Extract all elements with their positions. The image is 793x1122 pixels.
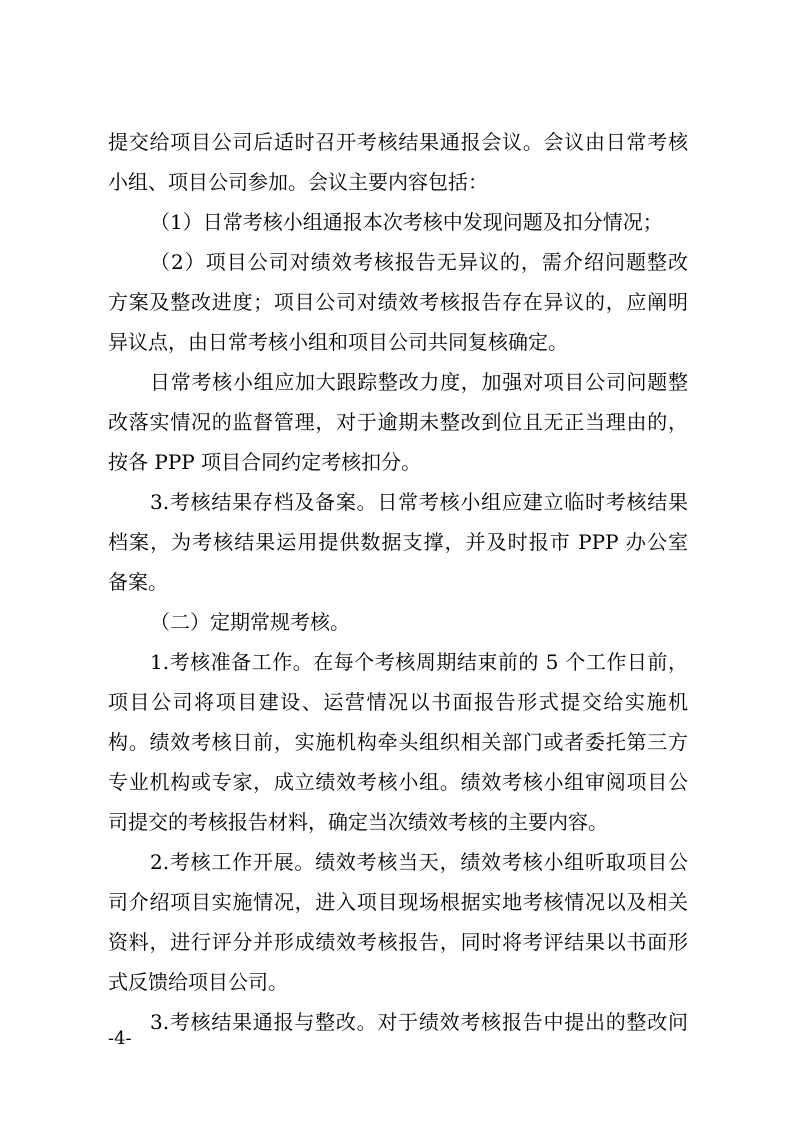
text-line-10: 3.考核结果存档及备案。日常考核小组应建立临时考核结果 [150,490,688,514]
text-line-15: 项目公司将项目建设、运营情况以书面报告形式提交给实施机 [108,690,688,714]
text-line-9: 按各 PPP 项目合同约定考核扣分。 [108,450,422,474]
text-line-4: （2）项目公司对绩效考核报告无异议的，需介绍问题整改 [150,250,688,274]
text-line-11: 档案，为考核结果运用提供数据支撑，并及时报市 PPP 办公室 [108,530,688,554]
text-line-8: 改落实情况的监督管理，对于逾期未整改到位且无正当理由的， [108,410,688,434]
text-line-1: 提交给项目公司后适时召开考核结果通报会议。会议由日常考核 [108,130,688,154]
section-heading: （二）定期常规考核。 [150,610,350,634]
text-line-3: （1）日常考核小组通报本次考核中发现问题及扣分情况； [150,210,663,234]
text-line-18: 司提交的考核报告材料，确定当次绩效考核的主要内容。 [108,810,608,834]
text-line-17: 专业机构或专家，成立绩效考核小组。绩效考核小组审阅项目公 [108,770,688,794]
text-line-5: 方案及整改进度；项目公司对绩效考核报告存在异议的，应阐明 [108,290,688,314]
text-line-6: 异议点，由日常考核小组和项目公司共同复核确定。 [108,330,568,354]
text-line-12: 备案。 [108,570,168,594]
text-line-16: 构。绩效考核日前，实施机构牵头组织相关部门或者委托第三方 [108,730,688,754]
text-line-20: 司介绍项目实施情况，进入项目现场根据实地考核情况以及相关 [108,890,688,914]
text-line-23: 3.考核结果通报与整改。对于绩效考核报告中提出的整改问 [150,1010,688,1034]
text-line-19: 2.考核工作开展。绩效考核当天，绩效考核小组听取项目公 [150,850,688,874]
text-line-14: 1.考核准备工作。在每个考核周期结束前的 5 个工作日前， [150,650,688,674]
text-line-21: 资料，进行评分并形成绩效考核报告，同时将考评结果以书面形 [108,930,688,954]
text-line-22: 式反馈给项目公司。 [108,970,288,994]
page-number: -4- [108,1028,132,1049]
text-line-2: 小组、项目公司参加。会议主要内容包括： [108,170,488,194]
text-line-7: 日常考核小组应加大跟踪整改力度，加强对项目公司问题整 [150,370,688,394]
